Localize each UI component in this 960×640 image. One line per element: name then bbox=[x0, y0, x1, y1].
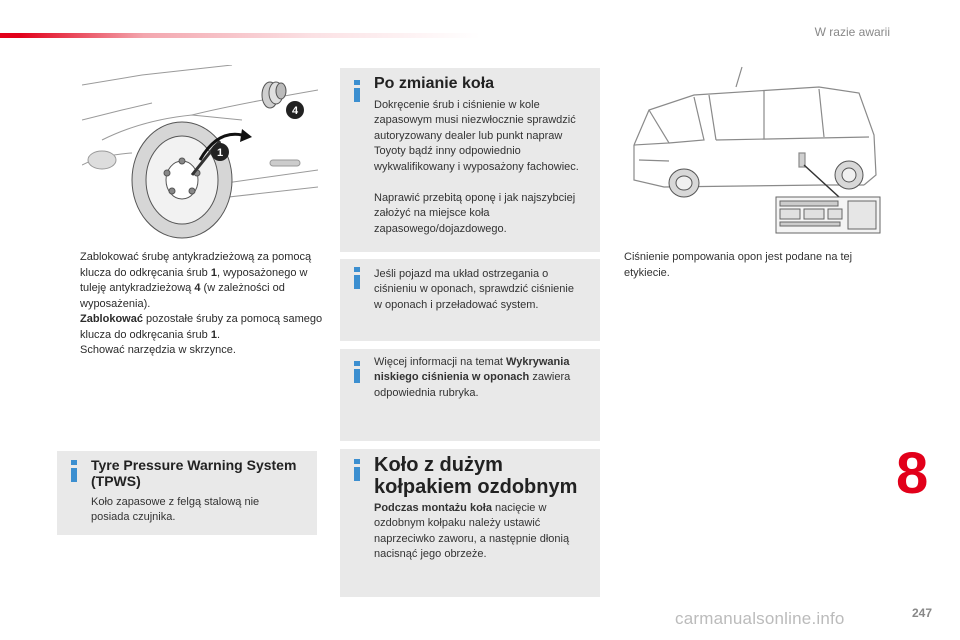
chapter-number: 8 bbox=[896, 441, 929, 506]
pressure-warning-text: Jeśli pojazd ma układ ostrzegania o ciśnieniu w oponach, sprawdzić ciśnienie w oponach i przeładować system. bbox=[374, 268, 574, 311]
procedure-list bbox=[62, 250, 332, 359]
tire-pressure-label bbox=[776, 197, 880, 233]
info-icon bbox=[354, 361, 360, 383]
anti-theft-socket bbox=[262, 82, 286, 108]
label-1: 1 bbox=[216, 147, 224, 159]
info-icon bbox=[71, 460, 77, 482]
wheel-drawing bbox=[82, 65, 318, 240]
page-number: 247 bbox=[912, 606, 933, 620]
tpws-title: Tyre Pressure Warning System (TPWS) bbox=[91, 457, 297, 489]
hubcap-box bbox=[340, 449, 600, 597]
hubcap-title: Koło z dużym kołpakiem ozdobnym bbox=[374, 454, 578, 498]
info-icon bbox=[354, 459, 360, 481]
after-change-paragraph-2: Naprawić przebitą oponę i jak najszybciej założyć na miejsce koła zapasowego/dojazdowego. bbox=[374, 192, 576, 235]
label-4: 4 bbox=[291, 105, 299, 117]
van-illustration bbox=[624, 65, 890, 240]
tpws-text: Koło zapasowe z felgą stalową nie posiada czujnika. bbox=[91, 496, 260, 524]
watermark: carmanualsonline.info bbox=[675, 609, 845, 628]
pressure-warning-box bbox=[340, 259, 600, 341]
chapter-title: W razie awarii bbox=[814, 25, 890, 39]
more-info-text: Więcej informacji na temat Wykrywania niskiego ciśnienia w oponach zawiera odpowiednia rubryka. bbox=[374, 356, 571, 399]
info-icon bbox=[354, 80, 360, 102]
tpws-info-box bbox=[57, 451, 317, 535]
list-item: Zablokować pozostałe śruby za pomocą samego klucza do odkręcania śrub 1. bbox=[80, 313, 323, 341]
info-icon bbox=[354, 267, 360, 289]
van-drawing bbox=[624, 65, 890, 240]
header-accent-bar bbox=[0, 33, 480, 38]
more-info-box bbox=[340, 349, 600, 441]
list-item: Schować narzędzia w skrzynce. bbox=[80, 344, 236, 356]
hubcap-text: Podczas montażu koła nacięcie w ozdobnym kołpaku należy ustawić naprzeciwko zaworu, a następnie dłonią nacisnąć jego obrzeże. bbox=[374, 502, 570, 561]
after-change-title: Po zmianie koła bbox=[374, 75, 495, 92]
after-wheel-change-box bbox=[340, 68, 600, 252]
list-item: Zablokować śrubę antykradzieżową za pomocą klucza do odkręcania śrub 1, wyposażonego w tuleję antykradzieżową 4 (w zależności od wyposażenia). bbox=[80, 251, 312, 310]
wheel-illustration bbox=[82, 65, 318, 240]
pressure-label-caption: Ciśnienie pompowania opon jest podane na tej etykiecie. bbox=[624, 251, 853, 279]
after-change-paragraph-1: Dokręcenie śrub i ciśnienie w kole zapasowym musi niezwłocznie sprawdzić autoryzowany dealer lub punkt napraw Toyoty bądź inny odpowiednio wykwalifikowany i wyposażony fachowiec. bbox=[374, 99, 579, 173]
